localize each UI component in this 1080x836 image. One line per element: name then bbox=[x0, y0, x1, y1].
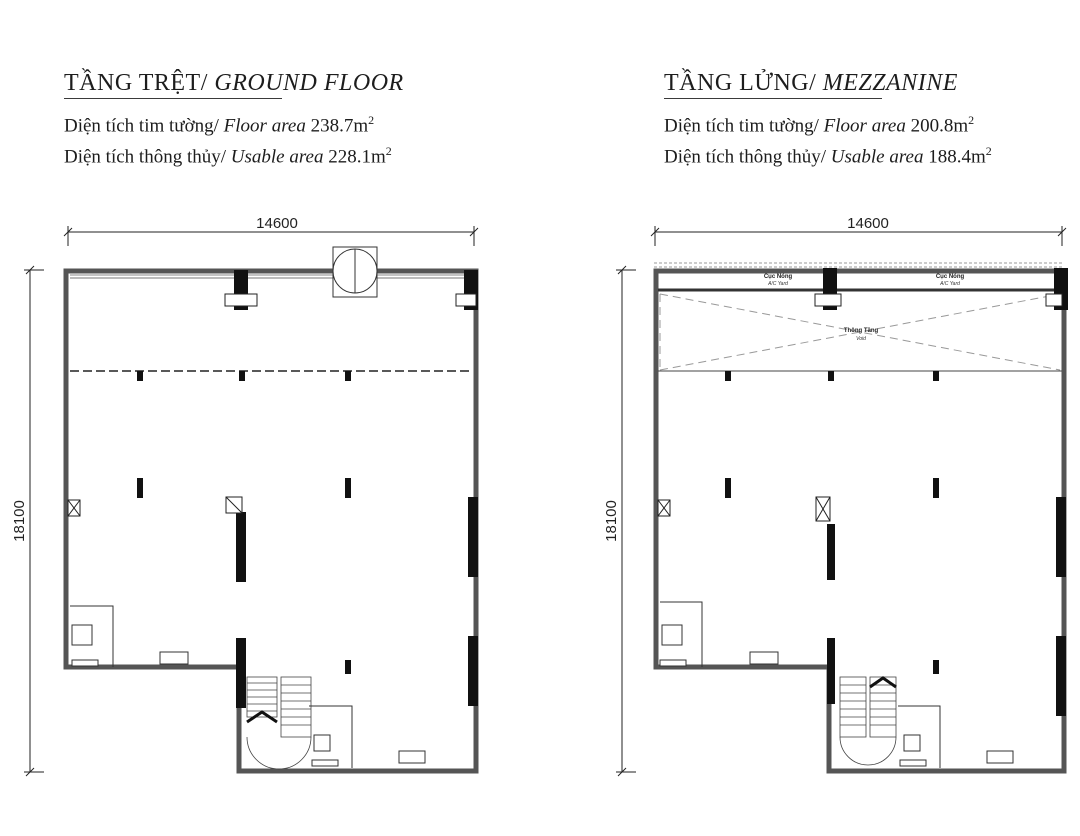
mezzanine-title: TẦNG LỬNG/ MEZZANINE bbox=[664, 70, 958, 96]
height-dimension-label: 18100 bbox=[603, 500, 620, 542]
restroom-right bbox=[309, 706, 425, 768]
mezzanine-panel bbox=[600, 0, 1080, 836]
mezzanine-plan bbox=[600, 0, 1080, 836]
ac-yard-sub-2: A/C Yard bbox=[940, 281, 960, 287]
ground-floor-title: TẦNG TRỆT/ GROUND FLOOR bbox=[64, 70, 404, 96]
mezzanine-usable-area: Diện tích thông thủy/ Usable area $188.4m^2$ bbox=[664, 144, 992, 168]
ac-yard-strip bbox=[654, 263, 1062, 267]
width-dimension-label: 14600 bbox=[256, 215, 298, 232]
restroom-right bbox=[898, 706, 1013, 768]
ac-yard-sub-1: A/C Yard bbox=[768, 281, 788, 287]
outer-wall bbox=[656, 271, 1064, 771]
void-label: Thông Tầng bbox=[843, 328, 879, 334]
ground-floor-area: Diện tích tim tường/ Floor area $238.7m^2$ bbox=[64, 113, 375, 137]
columns bbox=[725, 268, 1068, 716]
ac-yard-label-1: Cục Nóng bbox=[763, 274, 793, 280]
staircase bbox=[840, 677, 896, 765]
staircase bbox=[247, 677, 311, 769]
ac-yard-label-2: Cục Nóng bbox=[935, 274, 965, 280]
shaft-boxes bbox=[68, 497, 242, 516]
void-sub-label: Void bbox=[856, 336, 866, 342]
width-dimension-label: 14600 bbox=[847, 215, 889, 232]
mezzanine-floor-area: Diện tích tim tường/ Floor area $200.8m^2$ bbox=[664, 113, 975, 137]
outer-wall bbox=[66, 271, 476, 771]
ground-usable-area: Diện tích thông thủy/ Usable area $228.1m^2$ bbox=[64, 144, 392, 168]
entrance-door bbox=[333, 247, 377, 297]
height-dimension-label: 18100 bbox=[11, 500, 28, 542]
restroom-left bbox=[660, 602, 778, 667]
restroom-left bbox=[70, 606, 188, 667]
